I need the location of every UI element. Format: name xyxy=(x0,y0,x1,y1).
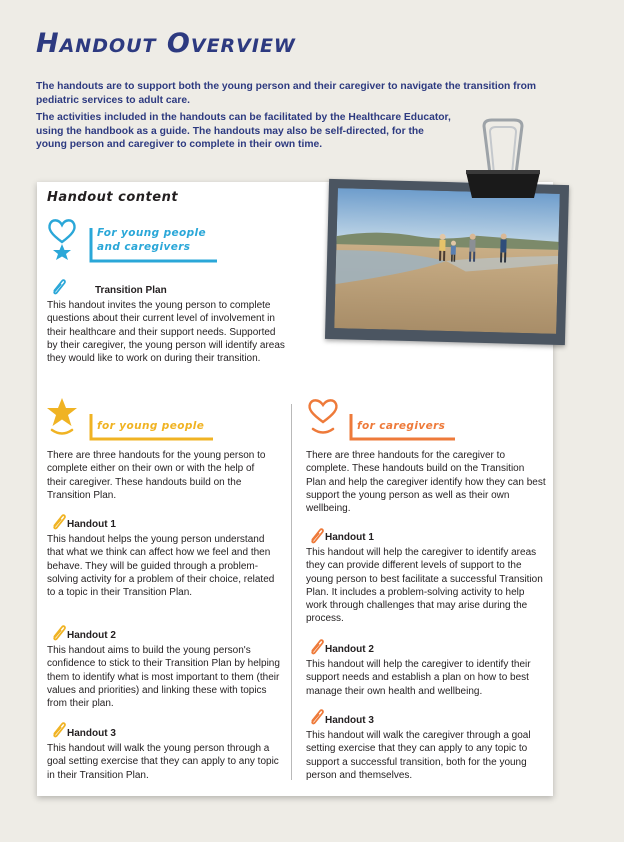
heart-smile-icon xyxy=(305,398,341,438)
young-handout-1-body: This handout helps the young person understand that what we think can affect how we feel and then behave. They will be guided through a problem-solving activity for a problem of their choice, related to a topic in their Transition Plan. xyxy=(47,534,275,599)
caregiver-handout-1-title: Handout 1 xyxy=(325,532,374,543)
page-title: Handout Overview xyxy=(36,28,296,59)
paperclip-icon xyxy=(307,526,325,544)
star-smile-icon xyxy=(46,397,78,437)
transition-plan-title: Transition Plan xyxy=(95,285,167,296)
transition-plan-body: This handout invites the young person to complete questions about their current level of involvement in their healthcare and their support needs. Supported by their caregiver, the young person will identify areas they would like to work on during their transition. xyxy=(47,300,285,365)
label-both-line2: and caregivers xyxy=(97,241,191,253)
label-young-people: for young people xyxy=(97,420,205,432)
section-heading: Handout content xyxy=(47,190,179,205)
beach-photo-frame xyxy=(325,179,569,345)
paperclip-icon xyxy=(307,637,325,655)
paperclip-icon xyxy=(49,720,67,738)
label-caregivers: for caregivers xyxy=(357,420,446,432)
young-handout-2-title: Handout 2 xyxy=(67,630,116,641)
heart-star-icon xyxy=(47,218,77,262)
caregivers-intro: There are three handouts for the caregiver to complete. These handouts build on the Transition Plan and help the caregiver identify how they can best support the young person as well as their own wellbeing. xyxy=(306,450,546,515)
intro-paragraph-2: The activities included in the handouts can be facilitated by the Healthcare Educator, using the handbook as a guide. The handouts may also be self-directed, for the young person and caregiver to complete in their own time. xyxy=(36,112,451,150)
young-handout-1-title: Handout 1 xyxy=(67,519,116,530)
paperclip-icon xyxy=(49,277,67,295)
paperclip-icon xyxy=(49,623,67,641)
intro-paragraph-1: The handouts are to support both the young person and their caregiver to navigate the transition from pediatric services to adult care. xyxy=(36,81,537,106)
young-handout-2-body: This handout aims to build the young person's confidence to stick to their Transition Plan by helping them to identify what is most important to them (their values and priorities) and linking these with topics from their plan. xyxy=(47,645,280,710)
caregiver-handout-3-title: Handout 3 xyxy=(325,715,374,726)
column-divider xyxy=(291,404,292,780)
paperclip-icon xyxy=(307,707,325,725)
binder-clip-icon xyxy=(462,116,544,200)
young-intro: There are three handouts for the young person to complete either on their own or with the help of their caregiver. These handouts build on the Transition Plan. xyxy=(47,450,266,501)
young-handout-3-body: This handout will walk the young person through a goal setting exercise that they can apply to any topic in their Transition Plan. xyxy=(47,743,279,781)
caregiver-handout-2-title: Handout 2 xyxy=(325,644,374,655)
caregiver-handout-2-body: This handout will help the caregiver to identify their support needs and establish a plan on how to best manage their own health and wellbeing. xyxy=(306,659,531,697)
paperclip-icon xyxy=(49,512,67,530)
caregiver-handout-1-body: This handout will help the caregiver to identify areas they can provide different levels of support to the young person to best facilitate a successful Transition Plan. It includes a problem-solving activity to help work through challenges that may arise during the process. xyxy=(306,547,543,625)
young-handout-3-title: Handout 3 xyxy=(67,728,116,739)
caregiver-handout-3-body: This handout will walk the caregiver through a goal setting exercise that they can apply to any topic to support a successful transition, both for the young person and themselves. xyxy=(306,730,531,781)
beach-photo xyxy=(334,188,560,334)
label-both-line1: For young people xyxy=(97,227,207,239)
